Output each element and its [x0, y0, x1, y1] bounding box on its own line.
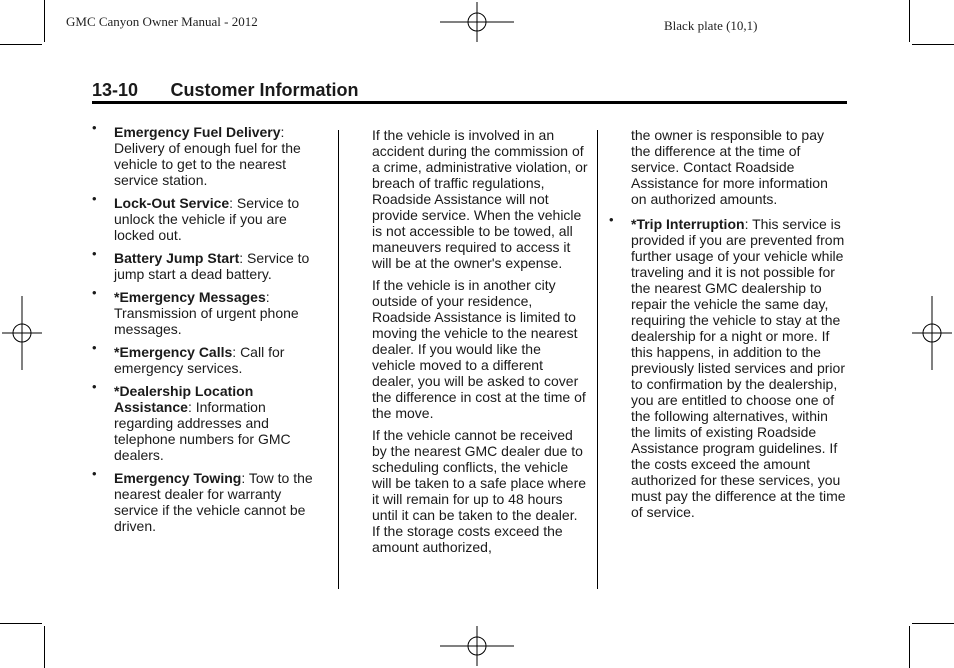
crop-mark-tr-v: [909, 0, 910, 42]
paragraph: the owner is responsible to pay the difference at the time of service. Contact Roadside Assistance for more information on authorized amounts.: [631, 127, 828, 207]
column-divider-1: [338, 130, 339, 589]
list-item: [92, 246, 328, 282]
crop-mark-br-h: [912, 623, 954, 624]
crop-mark-tl-v: [44, 0, 45, 42]
bullet-icon: •: [92, 246, 97, 261]
item-description: : This service is provided if you are prevented from further usage of your vehicle while traveling and it is not possible for the nearest GMC dealership to repair the vehicle the same day, requiring the vehicle to stay at the dealership for a night or more. If this happens, in addition to the previously listed services and prior to confirmation by the dealership, you are entitled to choose one of the following alternatives, within the limits of existing Roadside Assistance program guidelines. If the costs exceed the amount authorized for these services, you must pay the difference at the time of service.: [631, 216, 846, 520]
registration-mark-top: [440, 2, 514, 42]
bullet-icon: •: [609, 212, 614, 227]
crop-mark-bl-h: [0, 623, 42, 624]
crop-mark-tr-h: [912, 44, 954, 45]
bullet-icon: •: [92, 285, 97, 300]
paragraph: If the vehicle cannot be received by the nearest GMC dealer due to scheduling conflicts, the vehicle will be taken to a safe place where it will remain for up to 48 hours until it can be taken to the dealer. If the storage costs exceed the amount authorized,: [372, 427, 587, 555]
item-description: : Tow to the nearest dealer for warranty service if the vehicle cannot be driven.: [114, 470, 313, 534]
list-item: [92, 379, 328, 463]
crop-mark-br-v: [909, 626, 910, 668]
list-item: [92, 285, 328, 337]
list-item: [609, 212, 847, 520]
paragraph: If the vehicle is involved in an accident during the commission of a crime, administrative violation, or breach of traffic regulations, Roadside Assistance will not provide service. When the vehicle is not accessible to be towed, all maneuvers required to access it will be at the owner's expense.: [372, 127, 588, 271]
item-term: Emergency Towing: [114, 470, 242, 486]
section-heading: [92, 80, 847, 101]
list-item: [92, 466, 328, 534]
crop-mark-bl-v: [44, 626, 45, 668]
list-item: [92, 340, 328, 376]
bullet-icon: •: [92, 191, 97, 206]
item-description: : Service to jump start a dead battery.: [114, 250, 310, 282]
item-term: Emergency Fuel Delivery: [114, 124, 281, 140]
item-description: : Call for emergency services.: [114, 344, 285, 376]
item-description: : Information regarding addresses and telephone numbers for GMC dealers.: [114, 399, 291, 463]
column-divider-2: [597, 130, 598, 589]
item-term: *Dealership Location Assistance: [114, 383, 254, 415]
bullet-icon: •: [92, 120, 97, 135]
column-3: [609, 127, 847, 527]
manual-title-header: GMC Canyon Owner Manual - 2012: [66, 14, 258, 29]
plate-label-header: Black plate (10,1): [664, 18, 758, 33]
bullet-icon: •: [92, 340, 97, 355]
heading-rule: [92, 101, 847, 104]
column-1: [92, 120, 328, 541]
list-item: [92, 191, 328, 243]
page-number: 13-10: [92, 80, 139, 100]
item-description: : Service to unlock the vehicle if you are locked out.: [114, 195, 300, 243]
column-2: [372, 127, 588, 561]
item-term: Battery Jump Start: [114, 250, 240, 266]
registration-mark-bottom: [440, 626, 514, 666]
paragraph: If the vehicle is in another city outside of your residence, Roadside Assistance is limited to moving the vehicle to the nearest dealer. If you would like the vehicle moved to a different dealer, you will be asked to cover the difference in cost at the time of the move.: [372, 277, 586, 421]
bullet-icon: •: [92, 379, 97, 394]
item-term: *Trip Interruption: [631, 216, 745, 232]
item-term: Lock-Out Service: [114, 195, 230, 211]
item-description: : Transmission of urgent phone messages.: [114, 289, 299, 337]
item-term: *Emergency Calls: [114, 344, 233, 360]
item-term: *Emergency Messages: [114, 289, 266, 305]
registration-mark-right: [912, 296, 952, 370]
list-item: [92, 120, 328, 188]
crop-mark-tl-h: [0, 44, 42, 45]
registration-mark-left: [2, 296, 42, 370]
bullet-icon: •: [92, 466, 97, 481]
section-title: Customer Information: [170, 80, 359, 100]
item-description: : Delivery of enough fuel for the vehicle to get to the nearest service station.: [114, 124, 301, 188]
